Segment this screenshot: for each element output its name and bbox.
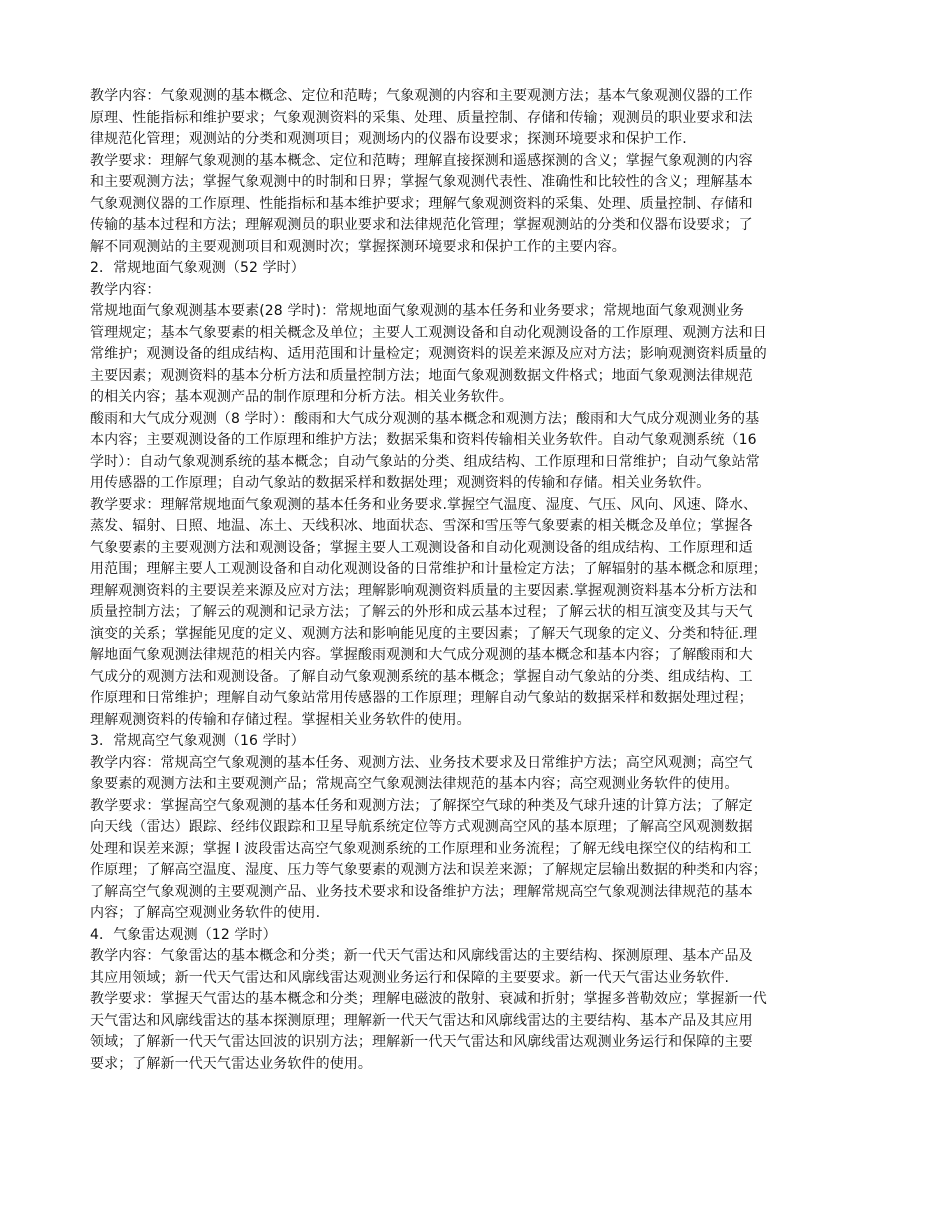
text-line: 2．常规地面气象观测（52 学时） — [90, 260, 305, 276]
text-line: 3．常规高空气象观测（16 学时） — [90, 733, 305, 749]
text-line: 教学要求：掌握高空气象观测的基本任务和观测方法；了解探空气球的种类及气球升速的计算方法；了解定 — [90, 797, 753, 814]
text-line: 本内容；主要观测设备的工作原理和维护方法；数据采集和资料传输相关业务软件。自动气象观测系统（16 — [90, 432, 757, 448]
text-line: 管理规定；基本气象要素的相关概念及单位；主要人工观测设备和自动化观测设备的工作原理、观测方法和日 — [90, 324, 767, 341]
text-line: 领域；了解新一代天气雷达回波的识别方法；理解新一代天气雷达和风廓线雷达观测业务运行和保障的主要 — [90, 1034, 753, 1050]
text-line: 天气雷达和风廓线雷达的基本探测原理；理解新一代天气雷达和风廓线雷达的主要结构、基本产品及其应用 — [90, 1012, 753, 1029]
text-line: 作原理；了解高空温度、湿度、压力等气象要素的观测方法和误差来源；了解规定层输出数据的种类和内容； — [90, 862, 767, 878]
text-line: 气象要素的主要观测方法和观测设备；掌握主要人工观测设备和自动化观测设备的组成结构、工作原理和适 — [90, 539, 753, 556]
text-line: 常维护；观测设备的组成结构、适用范围和计量检定；观测资料的误差来源及应对方法；影响观测资料质量的 — [90, 346, 767, 362]
text-line: 教学要求：掌握天气雷达的基本概念和分类；理解电磁波的散射、衰减和折射；掌握多普勒效应；掌握新一代 — [90, 991, 767, 1007]
text-line: 质量控制方法；了解云的观测和记录方法；了解云的外形和成云基本过程；了解云状的相互演变及其与天气 — [90, 604, 753, 620]
text-line: 理解观测资料的主要误差来源及应对方法；理解影响观测资料质量的主要因素.掌握观测资料基本分析方法和 — [90, 582, 758, 599]
text-line: 和主要观测方法；掌握气象观测中的时制和日界；掌握气象观测代表性、准确性和比较性的含义；理解基本 — [90, 174, 753, 190]
text-line: 4．气象雷达观测（12 学时） — [90, 926, 277, 943]
text-line: 处理和误差来源；掌握 l 波段雷达高空气象观测系统的工作原理和业务流程；了解无线电探空仪的结构和工 — [90, 840, 752, 857]
text-line: 内容；了解高空观测业务软件的使用. — [90, 905, 321, 921]
text-line: 酸雨和大气成分观测（8 学时）：酸雨和大气成分观测的基本概念和观测方法；酸雨和大气成分观测业务的基 — [90, 410, 760, 427]
text-line: 律规范化管理；观测站的分类和观测项目；观测场内的仪器布设要求；探测环境要求和保护工作. — [90, 131, 687, 147]
text-line: 用传感器的工作原理；自动气象站的数据采样和数据处理；观测资料的传输和存储。相关业务软件。 — [90, 475, 711, 491]
text-line: 气成分的观测方法和观测设备。了解自动气象观测系统的基本概念；掌握自动气象站的分类、组成结构、工 — [90, 668, 753, 685]
text-line: 演变的关系；掌握能见度的定义、观测方法和影响能见度的主要因素；了解天气现象的定义、分类和特征.理 — [90, 625, 758, 642]
text-line: 教学内容：气象观测的基本概念、定位和范畴；气象观测的内容和主要观测方法；基本气象观测仪器的工作 — [90, 88, 753, 104]
text-line: 教学内容： — [90, 281, 161, 298]
text-line: 学时）：自动气象观测系统的基本概念；自动气象站的分类、组成结构、工作原理和日常维护；自动气象站常 — [90, 453, 760, 470]
text-line: 原理、性能指标和维护要求；气象观测资料的采集、处理、质量控制、存储和传输；观测员的职业要求和法 — [90, 109, 753, 126]
text-line: 传输的基本过程和方法；理解观测员的职业要求和法律规范化管理；掌握观测站的分类和仪器布设要求；了 — [90, 217, 753, 233]
text-line: 教学内容：气象雷达的基本概念和分类；新一代天气雷达和风廓线雷达的主要结构、探测原理、基本产品及 — [90, 948, 753, 964]
text-line: 教学内容：常规高空气象观测的基本任务、观测方法、业务技术要求及日常维护方法；高空风观测；高空气 — [90, 754, 753, 771]
text-line: 气象观测仪器的工作原理、性能指标和基本维护要求；理解气象观测资料的采集、处理、质量控制、存储和 — [90, 195, 753, 212]
text-line: 解不同观测站的主要观测项目和观测时次；掌握探测环境要求和保护工作的主要内容。 — [90, 238, 626, 255]
text-line: 解地面气象观测法律规范的相关内容。掌握酸雨观测和大气成分观测的基本概念和基本内容；了解酸雨和大 — [90, 647, 753, 663]
text-line: 象要素的观测方法和主要观测产品；常规高空气象观测法律规范的基本内容；高空观测业务软件的使用。 — [90, 776, 739, 792]
text-line: 教学要求：理解气象观测的基本概念、定位和范畴；理解直接探测和遥感探测的含义；掌握气象观测的内容 — [90, 152, 753, 169]
text-line: 用范围；理解主要人工观测设备和自动化观测设备的日常维护和计量检定方法；了解辐射的基本概念和原理； — [90, 561, 767, 577]
text-line: 主要因素；观测资料的基本分析方法和质量控制方法；地面气象观测数据文件格式；地面气象观测法律规范 — [90, 367, 753, 384]
text-line: 了解高空气象观测的主要观测产品、业务技术要求和设备维护方法；理解常规高空气象观测法律规范的基本 — [90, 883, 753, 900]
text-line: 要求；了解新一代天气雷达业务软件的使用。 — [90, 1055, 372, 1072]
text-line: 其应用领域；新一代天气雷达和风廓线雷达观测业务运行和保障的主要要求。新一代天气雷达业务软件. — [90, 969, 730, 986]
text-line: 教学要求：理解常规地面气象观测的基本任务和业务要求.掌握空气温度、湿度、气压、风向、风速、降水、 — [90, 496, 758, 513]
text-line: 常规地面气象观测基本要素(28 学时)：常规地面气象观测的基本任务和业务要求；常规地面气象观测业务 — [90, 303, 745, 319]
text-line: 向天线（雷达）跟踪、经纬仪跟踪和卫星导航系统定位等方式观测高空风的基本原理；了解高空风观测数据 — [90, 819, 753, 835]
text-line: 蒸发、辐射、日照、地温、冻土、天线积冰、地面状态、雪深和雪压等气象要素的相关概念及单位；掌握各 — [90, 518, 753, 534]
text-line: 理解观测资料的传输和存储过程。掌握相关业务软件的使用。 — [90, 711, 471, 728]
text-line: 的相关内容；基本观测产品的制作原理和分析方法。相关业务软件。 — [90, 389, 513, 405]
text-line: 作原理和日常维护；理解自动气象站常用传感器的工作原理；理解自动气象站的数据采样和数据处理过程； — [90, 690, 753, 706]
